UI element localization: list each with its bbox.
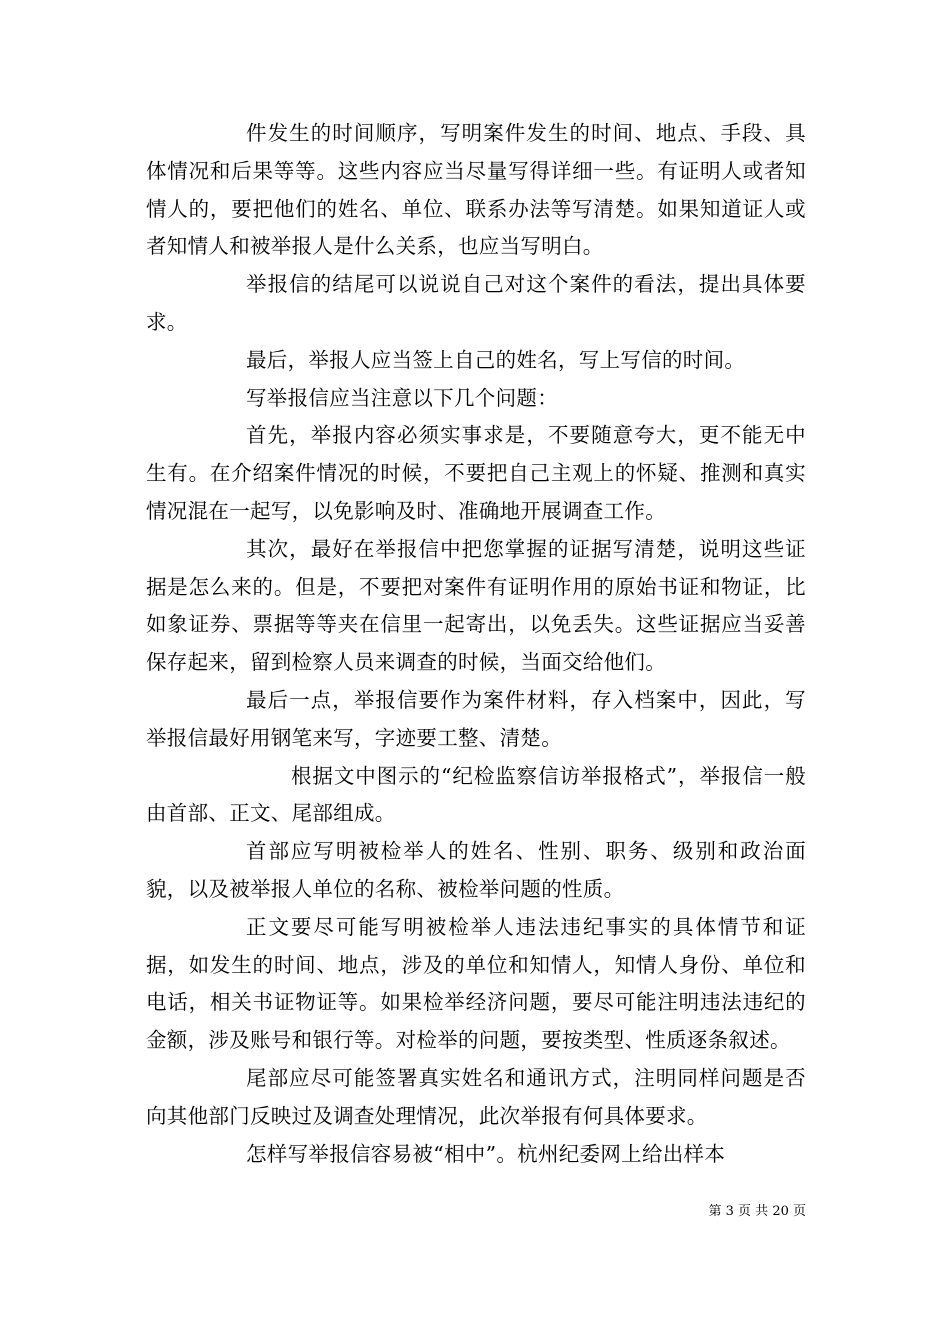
paragraph-signature: 最后，举报人应当签上自己的姓名，写上写信的时间。 bbox=[246, 347, 746, 372]
paragraph-header-section: 首部应写明被检举人的姓名、性别、职务、级别和政治面貌，以及被举报人单位的名称、被检举问题的性质。 bbox=[146, 839, 806, 901]
paragraph-first-point: 首先，举报内容必须实事求是，不要随意夸大，更不能无中生有。在介绍案件情况的时候，不要把自己主观上的怀疑、推测和真实情况混在一起写，以免影响及时、准确地开展调查工作。 bbox=[146, 423, 806, 523]
paragraph-body-section: 正文要尽可能写明被检举人违法违纪事实的具体情节和证据，如发生的时间、地点，涉及的单位和知情人，知情人身份、单位和电话，相关书证物证等。如果检举经济问题，要尽可能注明违法违纪的金额，涉及账号和银行等。对检举的问题，要按类型、性质逐条叙述。 bbox=[146, 914, 806, 1053]
paragraph-footer-section: 尾部应尽可能签署真实姓名和通讯方式，注明同样问题是否向其他部门反映过及调查处理情况，此次举报有何具体要求。 bbox=[146, 1065, 806, 1128]
paragraph-format-structure: 根据文中图示的“纪检监察信访举报格式”，举报信一般由首部、正文、尾部组成。 bbox=[146, 763, 806, 826]
paragraph-last-point: 最后一点，举报信要作为案件材料，存入档案中，因此，写举报信最好用钢笔来写，字迹要工整、清楚。 bbox=[146, 687, 806, 750]
body-text bbox=[146, 115, 806, 1173]
paragraph-letter-ending: 举报信的结尾可以说说自己对这个案件的看法，提出具体要求。 bbox=[146, 272, 806, 334]
page-number: 第 3 页 共 20 页 bbox=[708, 1204, 806, 1219]
paragraph-case-details: 件发生的时间顺序，写明案件发生的时间、地点、手段、具体情况和后果等等。这些内容应当尽量写得详细一些。有证明人或者知情人的，要把他们的姓名、单位、联系办法等写清楚。如果知道证人或者知情人和被举报人是什么关系，也应当写明白。 bbox=[146, 121, 806, 259]
paragraph-sample-intro: 怎样写举报信容易被“相中”。杭州纪委网上给出样本 bbox=[246, 1141, 726, 1166]
paragraph-notes-intro: 写举报信应当注意以下几个问题： bbox=[246, 385, 558, 410]
paragraph-second-point: 其次，最好在举报信中把您掌握的证据写清楚，说明这些证据是怎么来的。但是，不要把对案件有证明作用的原始书证和物证，比如象证券、票据等等夹在信里一起寄出，以免丢失。这些证据应当妥善保存起来，留到检察人员来调查的时候，当面交给他们。 bbox=[146, 536, 806, 675]
